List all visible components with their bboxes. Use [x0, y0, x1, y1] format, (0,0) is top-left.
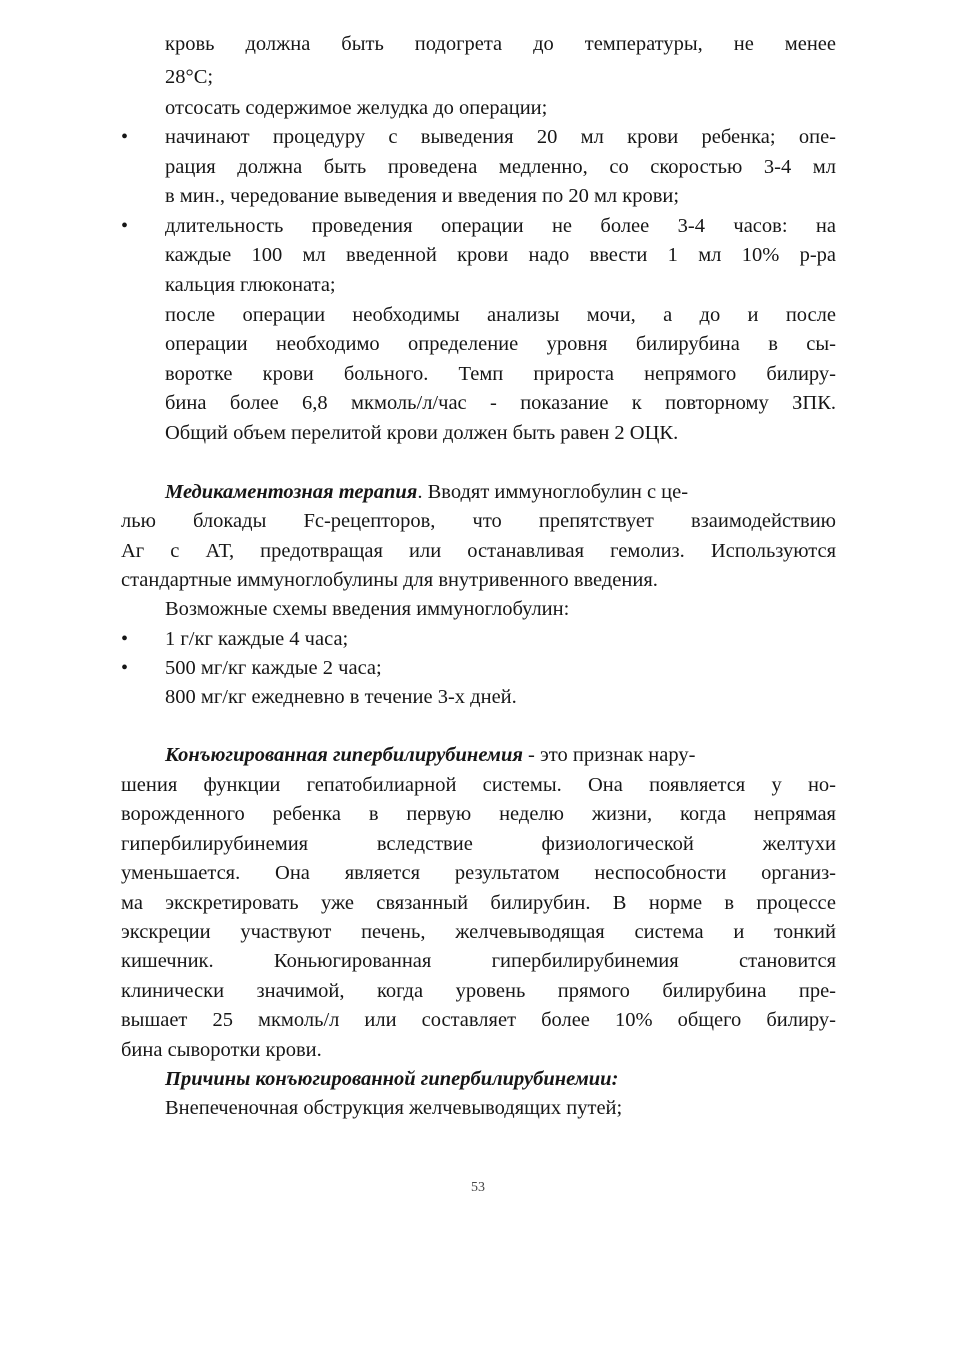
text-line: длительность проведения операции не более 3-4 часов: на [165, 215, 836, 237]
text-line: после операции необходимы анализы мочи, а до и после [165, 304, 836, 326]
text-line: каждые 100 мл введенной крови надо ввести 1 мл 10% р-ра [165, 244, 836, 266]
text-line: бина более 6,8 мкмоль/л/час - показание к повторному ЗПК. [165, 392, 836, 414]
paragraph-first-line [165, 745, 695, 766]
paragraph-first-line [165, 482, 688, 503]
text-line: экскреции участвуют печень, желчевыводящая система и тонкий [121, 921, 836, 943]
section-heading: Конъюгированная гипербилирубинемия [165, 744, 523, 766]
bullet-icon: • [121, 126, 129, 148]
bullet-icon: • [121, 657, 129, 679]
list-item: 1 г/кг каждые 4 часа; [165, 628, 349, 650]
bullet-icon: • [121, 215, 129, 237]
text-line: Аг с АТ, предотвращая или останавливая гемолиз. Используются [121, 540, 836, 562]
text-line: клинически значимой, когда уровень прямого билирубина пре- [121, 980, 836, 1002]
text-line: операции необходимо определение уровня билирубина в сы- [165, 333, 836, 355]
section-heading: Медикаментозная терапия [165, 481, 418, 503]
text-line: в мин., чередование выведения и введения по 20 мл крови; [165, 185, 680, 207]
text-line: бина сыворотки крови. [121, 1039, 322, 1061]
subsection-heading: Причины конъюгированной гипербилирубинемии: [165, 1068, 619, 1090]
bullet-icon: • [121, 628, 129, 650]
list-item: 800 мг/кг ежедневно в течение 3-х дней. [165, 686, 517, 708]
list-item: 500 мг/кг каждые 2 часа; [165, 657, 382, 679]
text-line: кровь должна быть подогрета до температуры, не менее [165, 33, 836, 55]
text-line: вышает 25 мкмоль/л или составляет более 10% общего билиру- [121, 1009, 836, 1031]
text-line: гипербилирубинемия вследствие физиологической желтухи [121, 833, 836, 855]
text-line: Внепеченочная обструкция желчевыводящих путей; [165, 1097, 623, 1119]
text-line: воротке крови больного. Темп прироста непрямого билиру- [165, 363, 836, 385]
text-line: уменьшается. Она является результатом неспособности организ- [121, 862, 836, 884]
text-line: кишечник. Коньюгированная гипербилирубинемия становится [121, 950, 836, 972]
text-line: лью блокады Fc-рецепторов, что препятствует взаимодействию [121, 510, 836, 532]
text-line: стандартные иммуноглобулины для внутривенного введения. [121, 569, 658, 591]
text-line: ма экскретировать уже связанный билирубин. В норме в процессе [121, 892, 836, 914]
text-line: 28°С; [165, 66, 214, 88]
text-line: кальция глюконата; [165, 274, 336, 296]
text-line: шения функции гепатобилиарной системы. Она появляется у но- [121, 774, 836, 796]
text-line: Возможные схемы введения иммуноглобулин: [165, 598, 570, 620]
text-line: Общий объем перелитой крови должен быть равен 2 ОЦК. [165, 422, 679, 444]
text-line: рация должна быть проведена медленно, со скоростью 3-4 мл [165, 156, 836, 178]
text-run: . Вводят иммуноглобулин с це- [417, 481, 689, 503]
page-number: 53 [471, 1180, 485, 1195]
text-line: отсосать содержимое желудка до операции; [165, 97, 548, 119]
text-run: - это признак нару- [522, 744, 696, 766]
text-line: ворожденного ребенка в первую неделю жизни, когда непрямая [121, 803, 836, 825]
text-line: начинают процедуру с выведения 20 мл крови ребенка; опе- [165, 126, 836, 148]
